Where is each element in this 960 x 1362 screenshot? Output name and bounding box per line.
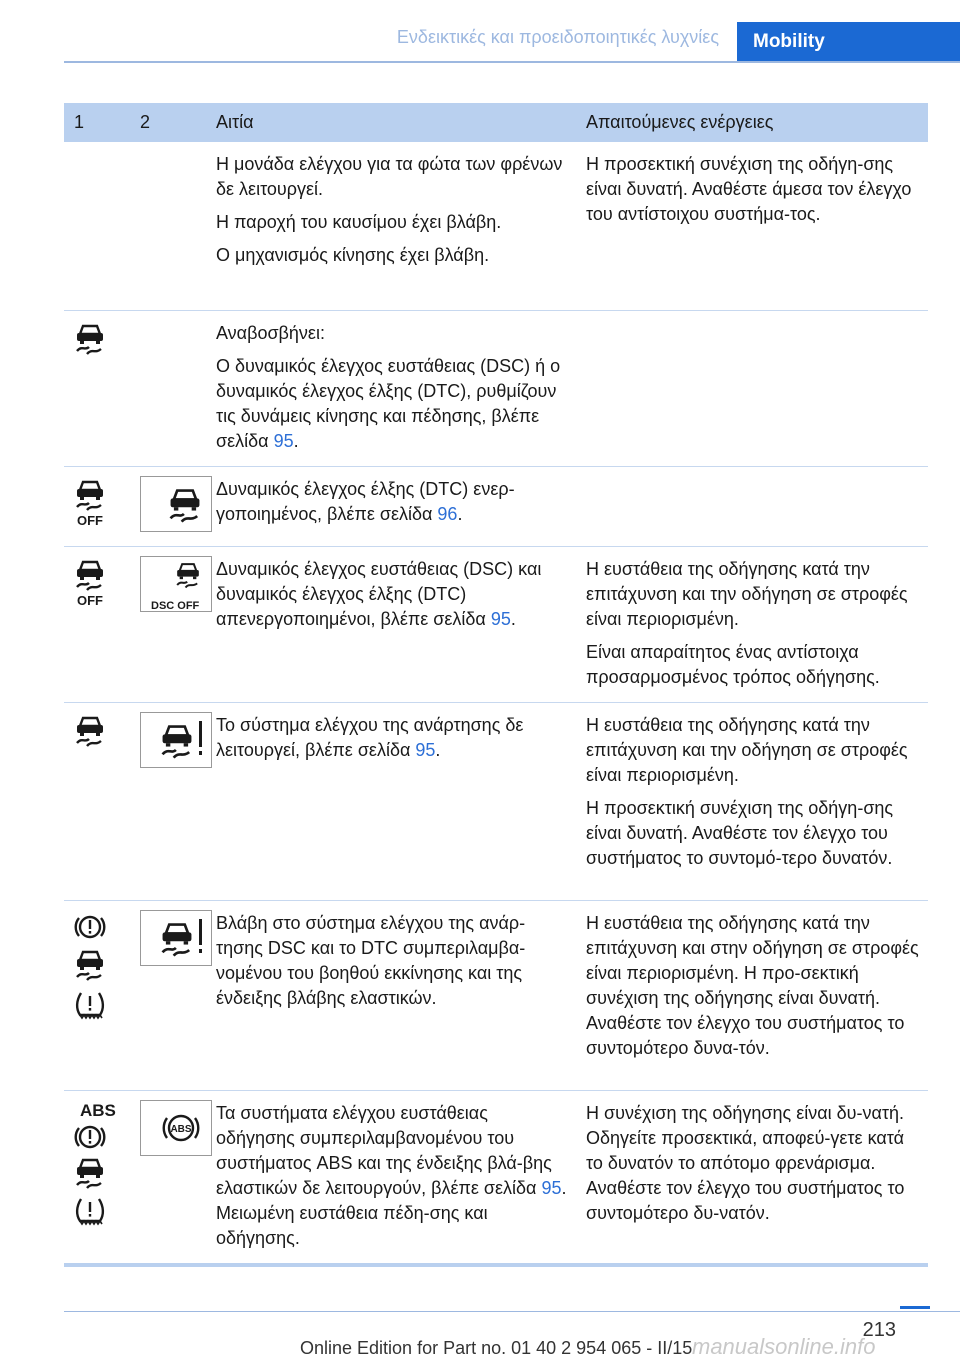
cause-cell: Η μονάδα ελέγχου για τα φώτα των φρένων δε λειτουργεί. Η παροχή του καυσίμου έχει βλάβη. Ο μηχανισμός κίνησης έχει βλάβη. — [206, 142, 576, 310]
table-row — [64, 1090, 928, 1265]
table-row — [64, 142, 928, 310]
dsc-car-icon — [157, 721, 197, 761]
action-cell: Η προσεκτική συνέχιση της οδήγη-σης είναι δυνατή. Αναθέστε άμεσα τον έλεγχο του αντίστοιχου συστήμα-τος. — [576, 142, 928, 310]
display-frame — [140, 910, 212, 966]
dsc-off-label: DSC OFF — [151, 599, 200, 612]
dtc-off-icon — [74, 477, 106, 527]
dsc-off-icon — [74, 557, 106, 607]
action-cell: Η συνέχιση της οδήγησης είναι δυ-νατή. Οδηγείτε προσεκτικά, αποφεύ-γετε κατά το δυνατόν το απότομο φρενάρισμα. Αναθέστε τον έλεγχο του συστήματος το συντομότερο δυ-νατόν. — [576, 1090, 928, 1265]
page-link[interactable]: 95 — [273, 430, 294, 451]
column-header-1: 1 — [64, 103, 130, 142]
header-tab-mobility: Mobility — [737, 22, 960, 63]
cause-cell: Αναβοσβήνει: Ο δυναμικός έλεγχος ευστάθειας (DSC) ή ο δυναμικός έλεγχος έλξης (DTC), ρυθμίζουν τις δυνάμεις κίνησης και πέδησης, βλέπε σελίδα 95. — [206, 310, 576, 466]
page-number: 213 — [862, 1319, 896, 1341]
header-section-title: Ενδεικτικές και προειδοποιητικές λυχνίες — [396, 27, 719, 47]
tire-pressure-icon — [74, 987, 106, 1021]
display-frame — [140, 556, 212, 612]
page-link[interactable]: 95 — [490, 608, 511, 629]
table-row — [64, 466, 928, 546]
table-row — [64, 702, 928, 900]
dsc-car-icon — [157, 919, 197, 959]
dsc-car-icon — [173, 560, 203, 590]
display-frame — [140, 712, 212, 768]
cause-cell: Τα συστήματα ελέγχου ευστάθειας οδήγησης συμπεριλαμβανομένου του συστήματος ABS και της ένδειξης βλά-βης ελαστικών δε λειτουργούν, βλέπε σελίδα 95. Μειωμένη ευστάθεια πέδη-σης και οδήγησης. — [206, 1090, 576, 1265]
dsc-car-icon — [74, 947, 106, 983]
table-row — [64, 900, 928, 1090]
svg-text:OFF: OFF — [77, 512, 103, 527]
display-frame — [140, 476, 212, 532]
abs-icon: ABS — [80, 1100, 116, 1120]
page-link[interactable]: 96 — [437, 503, 458, 524]
warning-circle-icon — [74, 911, 106, 943]
exclamation-icon — [199, 919, 202, 945]
dsc-car-icon — [74, 1155, 106, 1191]
action-cell: Η ευστάθεια της οδήγησης κατά την επιτάχυνση και την οδήγηση σε στροφές είναι περιορισμένη. Είναι απαραίτητος ένας αντίστοιχα προσαρμοσμένος τρόπος οδήγησης. — [576, 546, 928, 702]
edition-text: Online Edition for Part no. 01 40 2 954 065 - II/15 — [300, 1338, 693, 1358]
cause-cell: Δυναμικός έλεγχος έλξης (DTC) ενερ-γοποιημένος, βλέπε σελίδα 96. — [206, 466, 576, 546]
table-header-row — [64, 103, 928, 142]
tire-pressure-icon — [74, 1193, 106, 1227]
watermark: manualsonline.info — [692, 1334, 876, 1359]
column-header-action: Απαιτούμενες ενέργειες — [576, 103, 928, 142]
svg-text:ABS: ABS — [170, 1123, 192, 1135]
cause-cell: Το σύστημα ελέγχου της ανάρτησης δε λειτουργεί, βλέπε σελίδα 95. — [206, 702, 576, 900]
action-cell: Η ευστάθεια της οδήγησης κατά την επιτάχυνση και στην οδήγηση σε στροφές είναι περιορισμένη. Η προ-σεκτική συνέχιση της οδήγησης είναι δυνατή. Αναθέστε τον έλεγχο του συστήματος το συντομότερο δυνα-τόν. — [576, 900, 928, 1090]
abs-warning-icon — [161, 1108, 201, 1148]
page-marker — [900, 1306, 930, 1309]
cause-cell: Δυναμικός έλεγχος ευστάθειας (DSC) και δυναμικός έλεγχος έλξης (DTC) απενεργοποιημένοι, βλέπε σελίδα 95. — [206, 546, 576, 702]
table-row — [64, 310, 928, 466]
dsc-car-icon — [74, 321, 106, 357]
footer-rule — [64, 1311, 960, 1312]
column-header-cause: Αιτία — [206, 103, 576, 142]
header-rule — [64, 61, 960, 63]
action-cell: Η ευστάθεια της οδήγησης κατά την επιτάχυνση και την οδήγηση σε στροφές είναι περιορισμένη. Η προσεκτική συνέχιση της οδήγη-σης είναι δυνατή. Αναθέστε τον έλεγχο του συστήματος το συντομό-τερο δυνατόν. — [576, 702, 928, 900]
table-row — [64, 546, 928, 702]
dsc-car-icon — [74, 713, 106, 749]
page-link[interactable]: 95 — [541, 1177, 562, 1198]
indicator-table — [64, 103, 928, 1267]
page-link[interactable]: 95 — [415, 739, 436, 760]
exclamation-icon — [199, 721, 202, 747]
column-header-2: 2 — [130, 103, 206, 142]
dtc-car-icon — [165, 485, 205, 525]
warning-circle-icon — [74, 1121, 106, 1153]
display-frame — [140, 1100, 212, 1156]
cause-cell: Βλάβη στο σύστημα ελέγχου της ανάρ-τησης DSC και το DTC συμπεριλαμβα-νομένου του βοηθού εκκίνησης και της ένδειξης βλάβης ελαστικών. — [206, 900, 576, 1090]
svg-text:OFF: OFF — [77, 592, 103, 607]
